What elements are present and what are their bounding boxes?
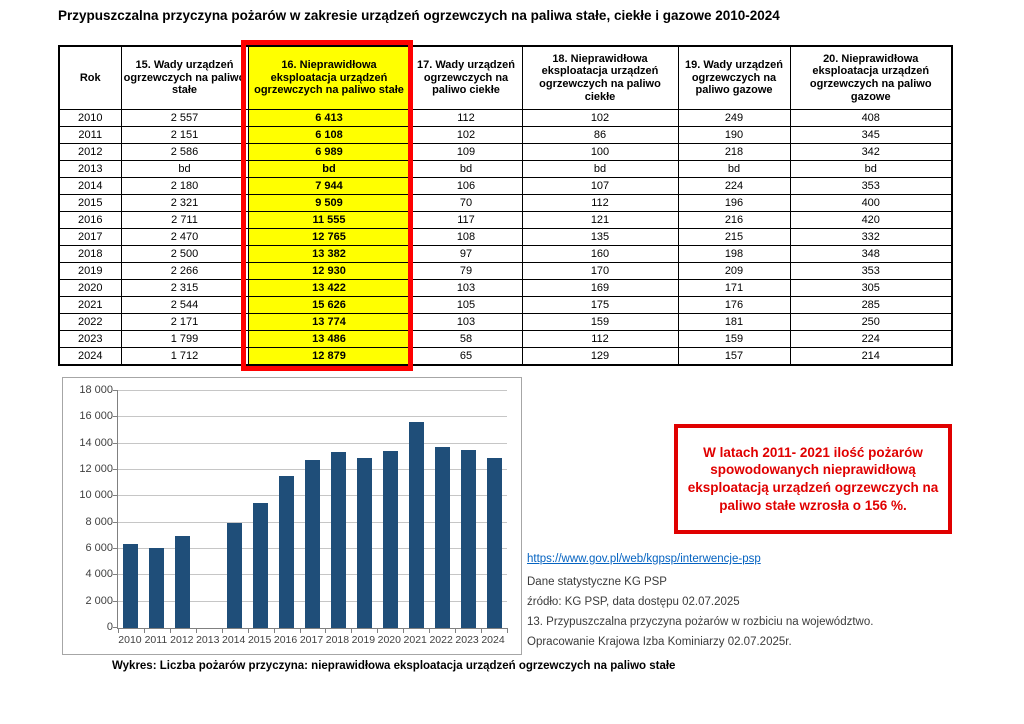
value-cell: bd [248, 161, 410, 178]
y-tick [113, 574, 118, 575]
value-cell: bd [410, 161, 522, 178]
column-header: 17. Wady urządzeń ogrzewczych na paliwo ciekłe [410, 46, 522, 110]
value-cell: 198 [678, 246, 790, 263]
value-cell: 108 [410, 229, 522, 246]
value-cell: 216 [678, 212, 790, 229]
value-cell: 102 [522, 110, 678, 127]
value-cell: 196 [678, 195, 790, 212]
value-cell: 105 [410, 297, 522, 314]
year-cell: 2021 [59, 297, 121, 314]
bar-2016 [279, 476, 294, 628]
x-axis-label: 2016 [273, 634, 298, 646]
value-cell: 209 [678, 263, 790, 280]
x-axis-label: 2019 [351, 634, 376, 646]
value-cell: 15 626 [248, 297, 410, 314]
value-cell: 2 557 [121, 110, 248, 127]
column-header: 18. Nieprawidłowa eksploatacja urządzeń ogrzewczych na paliwo ciekłe [522, 46, 678, 110]
y-tick [113, 548, 118, 549]
x-axis-label: 2023 [455, 634, 479, 646]
bar-2012 [175, 536, 190, 628]
value-cell: bd [522, 161, 678, 178]
x-axis-label: 2021 [403, 634, 427, 646]
value-cell: 103 [410, 314, 522, 331]
y-tick [113, 390, 118, 391]
source-line: Dane statystyczne KG PSP [527, 576, 667, 588]
header-row [59, 46, 952, 110]
chart-plot [117, 391, 507, 629]
gridline [118, 443, 507, 444]
y-axis-label: 12 000 [79, 463, 113, 475]
value-cell: 2 151 [121, 127, 248, 144]
x-tick [274, 628, 275, 633]
value-cell: 2 315 [121, 280, 248, 297]
table-row [59, 348, 952, 366]
value-cell: 129 [522, 348, 678, 366]
bar-2020 [383, 451, 398, 628]
value-cell: 190 [678, 127, 790, 144]
value-cell: 1 712 [121, 348, 248, 366]
table-row [59, 297, 952, 314]
y-axis-label: 4 000 [85, 568, 113, 581]
value-cell: 176 [678, 297, 790, 314]
value-cell: 6 413 [248, 110, 410, 127]
value-cell: bd [790, 161, 952, 178]
bar-2017 [305, 460, 320, 628]
value-cell: 214 [790, 348, 952, 366]
value-cell: 250 [790, 314, 952, 331]
value-cell: 2 180 [121, 178, 248, 195]
value-cell: 2 266 [121, 263, 248, 280]
value-cell: 159 [522, 314, 678, 331]
year-cell: 2015 [59, 195, 121, 212]
value-cell: 218 [678, 144, 790, 161]
table-row [59, 229, 952, 246]
x-axis-label: 2011 [144, 634, 168, 646]
value-cell: 7 944 [248, 178, 410, 195]
value-cell: 353 [790, 263, 952, 280]
bar-2024 [487, 458, 502, 628]
value-cell: 107 [522, 178, 678, 195]
bar-2022 [435, 447, 450, 628]
y-tick [113, 522, 118, 523]
column-header: Rok [59, 46, 121, 110]
value-cell: 135 [522, 229, 678, 246]
value-cell: 224 [678, 178, 790, 195]
value-cell: 305 [790, 280, 952, 297]
value-cell: 112 [522, 331, 678, 348]
value-cell: 157 [678, 348, 790, 366]
x-tick [222, 628, 223, 633]
value-cell: 2 321 [121, 195, 248, 212]
value-cell: 12 879 [248, 348, 410, 366]
gridline [118, 416, 507, 417]
year-cell: 2018 [59, 246, 121, 263]
value-cell: 348 [790, 246, 952, 263]
x-tick [507, 628, 508, 633]
value-cell: 13 382 [248, 246, 410, 263]
bar-2023 [461, 450, 476, 628]
table-row [59, 127, 952, 144]
bar-2015 [253, 503, 268, 628]
table-row [59, 212, 952, 229]
y-axis-label: 0 [106, 621, 113, 633]
value-cell: 1 799 [121, 331, 248, 348]
value-cell: 13 774 [248, 314, 410, 331]
value-cell: 112 [410, 110, 522, 127]
value-cell: 100 [522, 144, 678, 161]
value-cell: 12 930 [248, 263, 410, 280]
value-cell: 117 [410, 212, 522, 229]
x-tick [403, 628, 404, 633]
value-cell: 171 [678, 280, 790, 297]
table-row [59, 144, 952, 161]
y-tick [113, 469, 118, 470]
x-tick [325, 628, 326, 633]
x-axis-label: 2012 [170, 634, 194, 646]
table-row [59, 314, 952, 331]
y-axis-label: 6 000 [85, 542, 113, 554]
y-axis-label: 16 000 [79, 410, 113, 423]
bar-2011 [149, 548, 164, 628]
value-cell: 11 555 [248, 212, 410, 229]
column-header: 16. Nieprawidłowa eksploatacja urządzeń ogrzewczych na paliwo stałe [248, 46, 410, 110]
y-axis-label: 2 000 [85, 594, 113, 607]
table-row [59, 161, 952, 178]
page-title: Przypuszczalna przyczyna pożarów w zakresie urządzeń ogrzewczych na paliwa stałe, ciekłe i gazowe 2010-2024 [58, 8, 780, 23]
value-cell: 159 [678, 331, 790, 348]
value-cell: 332 [790, 229, 952, 246]
value-cell: 224 [790, 331, 952, 348]
annotation-text: W latach 2011- 2021 ilość pożarów spowodowanych nieprawidłową eksploatacją urządzeń ogrzewczych na paliwo stałe wzrosła o 156 %. [687, 444, 939, 513]
value-cell: 103 [410, 280, 522, 297]
value-cell: 112 [522, 195, 678, 212]
year-cell: 2017 [59, 229, 121, 246]
table-row [59, 331, 952, 348]
year-cell: 2020 [59, 280, 121, 297]
year-cell: 2014 [59, 178, 121, 195]
table-row [59, 110, 952, 127]
year-cell: 2024 [59, 348, 121, 366]
y-axis-label: 14 000 [79, 436, 113, 449]
year-cell: 2012 [59, 144, 121, 161]
table-row [59, 195, 952, 212]
value-cell: 400 [790, 195, 952, 212]
value-cell: 97 [410, 246, 522, 263]
value-cell: 285 [790, 297, 952, 314]
source-lines [527, 572, 873, 652]
x-axis-label: 2014 [222, 634, 246, 646]
x-tick [377, 628, 378, 633]
year-cell: 2023 [59, 331, 121, 348]
fire-causes-table [58, 45, 953, 366]
x-axis-label: 2015 [247, 634, 272, 646]
column-header: 15. Wady urządzeń ogrzewczych na paliwo stałe [121, 46, 248, 110]
value-cell: 2 500 [121, 246, 248, 263]
year-cell: 2022 [59, 314, 121, 331]
bar-chart [62, 377, 522, 655]
value-cell: 9 509 [248, 195, 410, 212]
value-cell: 345 [790, 127, 952, 144]
source-line: 13. Przypuszczalna przyczyna pożarów w rozbiciu na województwo. [527, 616, 874, 628]
value-cell: 342 [790, 144, 952, 161]
x-axis-label: 2013 [196, 634, 220, 646]
value-cell: 170 [522, 263, 678, 280]
year-cell: 2010 [59, 110, 121, 127]
y-axis-label: 18 000 [79, 384, 113, 396]
value-cell: 79 [410, 263, 522, 280]
y-tick [113, 495, 118, 496]
annotation-box [674, 424, 952, 534]
value-cell: 12 765 [248, 229, 410, 246]
x-tick [300, 628, 301, 633]
value-cell: 160 [522, 246, 678, 263]
y-tick [113, 443, 118, 444]
value-cell: 181 [678, 314, 790, 331]
gridline [118, 390, 507, 391]
value-cell: bd [121, 161, 248, 178]
x-tick [351, 628, 352, 633]
value-cell: 2 171 [121, 314, 248, 331]
source-line: źródło: KG PSP, data dostępu 02.07.2025 [527, 596, 740, 608]
value-cell: 13 486 [248, 331, 410, 348]
table-row [59, 246, 952, 263]
value-cell: 13 422 [248, 280, 410, 297]
bar-2021 [409, 422, 424, 628]
x-tick [455, 628, 456, 633]
y-axis-label: 8 000 [85, 515, 113, 528]
value-cell: 249 [678, 110, 790, 127]
x-axis-label: 2017 [299, 634, 324, 646]
value-cell: 121 [522, 212, 678, 229]
y-tick [113, 601, 118, 602]
value-cell: 2 711 [121, 212, 248, 229]
value-cell: 408 [790, 110, 952, 127]
table-row [59, 178, 952, 195]
source-link[interactable]: https://www.gov.pl/web/kgpsp/interwencje-psp [527, 553, 761, 565]
bar-2019 [357, 458, 372, 628]
x-axis-label: 2018 [325, 634, 350, 646]
year-cell: 2011 [59, 127, 121, 144]
value-cell: 6 989 [248, 144, 410, 161]
table-wrapper [58, 45, 953, 366]
source-line: Opracowanie Krajowa Izba Kominiarzy 02.07.2025r. [527, 636, 792, 648]
x-tick [118, 628, 119, 633]
x-tick [170, 628, 171, 633]
chart-caption: Wykres: Liczba pożarów przyczyna: nieprawidłowa eksploatacja urządzeń ogrzewczych na paliwo stałe [112, 660, 676, 672]
value-cell: 70 [410, 195, 522, 212]
value-cell: 86 [522, 127, 678, 144]
value-cell: 65 [410, 348, 522, 366]
bar-2014 [227, 523, 242, 628]
year-cell: 2013 [59, 161, 121, 178]
value-cell: bd [678, 161, 790, 178]
table-row [59, 263, 952, 280]
value-cell: 2 586 [121, 144, 248, 161]
x-tick [481, 628, 482, 633]
x-axis-label: 2020 [377, 634, 401, 646]
bar-2010 [123, 544, 138, 628]
x-tick [429, 628, 430, 633]
year-cell: 2016 [59, 212, 121, 229]
value-cell: 169 [522, 280, 678, 297]
column-header: 20. Nieprawidłowa eksploatacja urządzeń ogrzewczych na paliwo gazowe [790, 46, 952, 110]
y-tick [113, 416, 118, 417]
value-cell: 6 108 [248, 127, 410, 144]
value-cell: 175 [522, 297, 678, 314]
value-cell: 215 [678, 229, 790, 246]
value-cell: 2 470 [121, 229, 248, 246]
x-axis-label: 2010 [118, 634, 142, 646]
bar-2018 [331, 452, 346, 628]
value-cell: 109 [410, 144, 522, 161]
year-cell: 2019 [59, 263, 121, 280]
value-cell: 106 [410, 178, 522, 195]
x-tick [196, 628, 197, 633]
column-header: 19. Wady urządzeń ogrzewczych na paliwo gazowe [678, 46, 790, 110]
x-axis-label: 2024 [481, 634, 505, 646]
table-row [59, 280, 952, 297]
value-cell: 102 [410, 127, 522, 144]
x-tick [248, 628, 249, 633]
value-cell: 58 [410, 331, 522, 348]
x-axis-label: 2022 [429, 634, 453, 646]
x-tick [144, 628, 145, 633]
value-cell: 2 544 [121, 297, 248, 314]
value-cell: 420 [790, 212, 952, 229]
y-axis-label: 10 000 [79, 489, 113, 502]
value-cell: 353 [790, 178, 952, 195]
